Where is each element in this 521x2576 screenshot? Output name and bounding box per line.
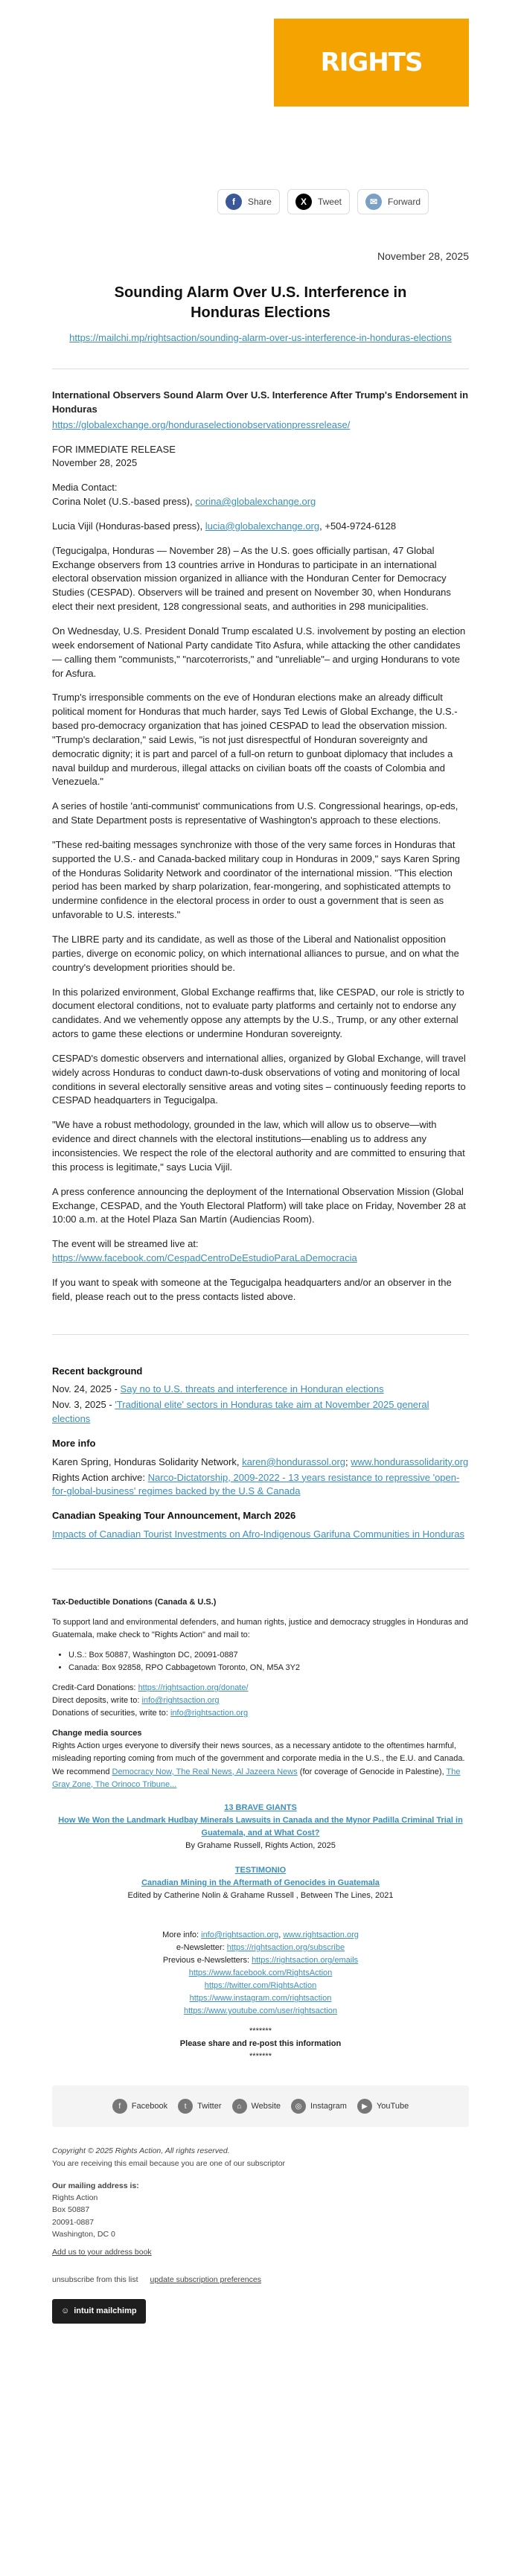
- footer-youtube[interactable]: [357, 2099, 409, 2114]
- more-info-label: More info:: [162, 1930, 199, 1939]
- address-item: • Canada: Box 92858, RPO Cabbagetown Toronto, ON, M5A 3Y2: [68, 1662, 469, 1674]
- social-footer: [52, 2085, 469, 2127]
- header: [52, 0, 469, 165]
- more-info-email[interactable]: info@rightsaction.org: [201, 1930, 279, 1939]
- archive-line: [52, 1471, 469, 1499]
- paragraph: A press conference announcing the deployment of the International Observation Mission (Global Exchange, CESPAD, and the Youth Electoral Platform) will take place on Friday, November 28 at 10:00 a.m. at the Hotel Plaza San Martín (Audiencias Room).: [52, 1185, 466, 1225]
- network-line: Karen Spring, Honduras Solidarity Network, karen@hondurassol.org; www.hondurassolidarity.org: [52, 1456, 469, 1467]
- book-testimonio: [52, 1864, 469, 1902]
- network-site[interactable]: www.hondurassolidarity.org: [351, 1456, 469, 1467]
- giants-link[interactable]: How We Won the Landmark Hudbay Minerals Lawsuits in Canada and the Mynor Padilla Criminal Trial in Guatemala, and at What Cost?: [58, 1815, 463, 1837]
- tweet-label: Tweet: [317, 197, 342, 207]
- paragraph: The LIBRE party and its candidate, as well as those of the Liberal and Nationalist opposition parties, diverge on economic policy, on which international alliances to pursue, and on what the country's development priorities should be.: [52, 934, 459, 973]
- subscription-reason: You are receiving this email because you are one of our subscriptor: [52, 2158, 286, 2168]
- prev-label: Previous e-Newsletters:: [162, 1956, 249, 1966]
- paragraph: (Tegucigalpa, Honduras — November 28) – As the U.S. goes officially partisan, 47 Global Exchange observers from 13 countries arrive in Honduras to participate in an international electoral observation mission organized in alliance with the Honduran Center for Democracy Studies (CESPAD). Observers will be trained and present on November 30, when Hondurans elect their next president, 128 congressional seats, and authorities in 298 municipalities.: [52, 544, 451, 613]
- x-icon: X: [295, 194, 312, 210]
- donations-intro: To support land and environmental defenders, and human rights, justice and democracy struggles in Honduras and Guatemala, make check to "Rights Action" and mail to:: [52, 1618, 468, 1640]
- social-link-youtube[interactable]: https://www.youtube.com/user/rightsaction: [183, 2006, 338, 2016]
- donations-heading: Tax-Deductible Donations (Canada & U.S.): [52, 1598, 217, 1607]
- tour-link[interactable]: Impacts of Canadian Tourist Investments on Afro-Indigenous Garifuna Communities in Honduras: [52, 1528, 464, 1540]
- footer-facebook[interactable]: [112, 2099, 167, 2114]
- mailchimp-badge[interactable]: [52, 2299, 146, 2324]
- immediate-release: FOR IMMEDIATE RELEASE: [52, 443, 176, 455]
- mailing-label: Our mailing address is:: [52, 2181, 139, 2190]
- footer-label: Website: [251, 2102, 281, 2111]
- share-row: [52, 189, 429, 214]
- mailchimp-badge-wrap: [52, 2299, 469, 2324]
- separator-stars: *******: [249, 2052, 272, 2062]
- unsubscribe-row: [52, 2274, 469, 2286]
- paragraph: "We have a robust methodology, grounded in the law, which will allow us to observe—with evidence and direct channels with the electoral institutions—enabling us to address any inconsistencies. We respect the role of the electoral authority and are committed to ensuring that this process is legitimate," says Lucia Vijil.: [52, 1119, 465, 1173]
- footer-website[interactable]: [232, 2099, 281, 2114]
- address-line: Rights Action: [52, 2193, 98, 2203]
- paragraph: Trump's irresponsible comments on the eve of Honduran elections make an already difficult political moment for Honduras that much harder, says Ted Lewis of Global Exchange, the U.S.-based pro-democracy organization that has joined CESPAD to lead the observation mission. "Trump's declaration," said Lewis, "is not just disrespectful of Honduran sovereignty and democratic dignity; it is part and parcel of a full-on return to gunboat diplomacy that includes a naval buildup and murderous, illegal attacks on civilian boats off the coasts of Colombia and Venezuela.": [52, 692, 458, 788]
- enews-line: [52, 1942, 469, 1954]
- footer-twitter[interactable]: [178, 2099, 221, 2114]
- book-giants: [52, 1802, 469, 1852]
- forward-label: Forward: [387, 197, 421, 207]
- direct-label: Direct deposits, write to:: [52, 1696, 140, 1706]
- footer-label: YouTube: [376, 2102, 409, 2111]
- securities-line: [52, 1707, 469, 1720]
- network-email[interactable]: karen@hondurassol.org: [242, 1456, 346, 1467]
- share-label: Share: [247, 197, 272, 207]
- copyright: Copyright © 2025 Rights Action, All rights reserved.: [52, 2146, 230, 2156]
- paragraph: A series of hostile 'anti-communist' communications from U.S. Congressional hearings, op-eds, and State Department posts is representative of Washington's approach to these elections.: [52, 800, 458, 826]
- testimonio-title[interactable]: TESTIMONIO: [234, 1865, 287, 1875]
- footer-label: Instagram: [310, 2102, 347, 2111]
- divider: [52, 1334, 469, 1335]
- giants-author: By Grahame Russell, Rights Action, 2025: [185, 1840, 336, 1850]
- paragraph: On Wednesday, U.S. President Donald Trump escalated U.S. involvement by posting an election week endorsement of National Party candidate Tito Asfura, while attacking the other candidates — calling them "communists," "narcoterrorists," and "unreliable"– and urging Hondurans to vote for Asfura.: [52, 625, 466, 679]
- enews-label: e-Newsletter:: [176, 1942, 225, 1952]
- testimonio-link[interactable]: Canadian Mining in the Aftermath of Genocides in Guatemala: [141, 1878, 380, 1887]
- facebook-icon: f: [226, 194, 242, 210]
- press-release: [52, 389, 469, 1304]
- media-contact-label: Media Contact:: [52, 482, 118, 494]
- tweet-button[interactable]: [287, 189, 350, 214]
- prev-link[interactable]: https://rightsaction.org/emails: [252, 1956, 359, 1966]
- release-headline: International Observers Sound Alarm Over U.S. Interference After Trump's Endorsement in Honduras: [52, 389, 469, 415]
- direct-email[interactable]: info@rightsaction.org: [141, 1696, 220, 1706]
- contact-1-email[interactable]: corina@globalexchange.org: [195, 496, 316, 508]
- contact-2-name: Lucia Vijil (Honduras-based press),: [52, 520, 203, 532]
- recent-heading: Recent background: [52, 1365, 143, 1377]
- share-button[interactable]: [217, 189, 280, 214]
- links-block: [52, 1929, 469, 2063]
- media-text: [52, 1740, 469, 1791]
- contact-1: [52, 495, 469, 509]
- footer-label: Twitter: [197, 2102, 222, 2111]
- stream-link[interactable]: https://www.facebook.com/CespadCentroDeEstudioParaLaDemocracia: [52, 1252, 357, 1264]
- mailchimp-icon: ☺: [61, 2306, 70, 2315]
- giants-title[interactable]: 13 BRAVE GIANTS: [224, 1802, 297, 1812]
- address-line: Washington, DC 0: [52, 2230, 115, 2239]
- more-info-site[interactable]: www.rightsaction.org: [283, 1930, 359, 1939]
- securities-label: Donations of securities, write to:: [52, 1709, 168, 1718]
- facebook-icon: f: [112, 2099, 127, 2114]
- email-body: [52, 0, 469, 2324]
- twitter-icon: t: [178, 2099, 193, 2114]
- archive-link[interactable]: Narco-Dictatorship, 2009-2022 - 13 years resistance to repressive 'open-for-global-business' regimes backed by the U.S & Canada: [52, 1471, 460, 1497]
- title-link-wrap: [52, 332, 469, 343]
- page-title: Sounding Alarm Over U.S. Interference in Honduras Elections: [114, 284, 407, 321]
- legal-footer: [52, 2145, 469, 2323]
- media-heading: Change media sources: [52, 1729, 142, 1738]
- globe-icon: ⌂: [232, 2099, 247, 2114]
- contact-2-email[interactable]: lucia@globalexchange.org: [205, 520, 320, 532]
- more-info-line: More info: info@rightsaction.org, www.rightsaction.org: [162, 1930, 359, 1939]
- securities-email[interactable]: info@rightsaction.org: [170, 1709, 249, 1718]
- separator-stars: *******: [249, 2027, 272, 2036]
- media-text-1: Rights Action urges everyone to diversify their news sources, as a necessary antidote to the oftentimes harmful, misleading reporting coming from much of the government and corporate media in the U.S., the E.U. and Canada. We recommend: [52, 1741, 465, 1776]
- credit-line: [52, 1682, 469, 1695]
- social-link-twitter[interactable]: https://twitter.com/RightsAction: [204, 1981, 317, 1991]
- direct-line: [52, 1695, 469, 1707]
- instagram-icon: ◎: [291, 2099, 306, 2114]
- mailchimp-label: intuit mailchimp: [74, 2306, 137, 2315]
- testimonio-editors: Edited by Catherine Nolin & Grahame Russell , Between The Lines, 2021: [127, 1890, 394, 1900]
- media-links-1[interactable]: Democracy Now, The Real News, Al Jazeera News: [112, 1767, 298, 1776]
- contact-2: [52, 520, 469, 534]
- unsubscribe-link[interactable]: unsubscribe from this list: [52, 2274, 138, 2284]
- donations-section: [52, 1596, 469, 2063]
- stream-label: The event will be streamed live at:: [52, 1238, 199, 1250]
- add-address-link[interactable]: Add us to your address book: [52, 2248, 152, 2257]
- archive-label: Rights Action archive:: [52, 1471, 146, 1483]
- network-name: Karen Spring, Honduras Solidarity Network,: [52, 1456, 240, 1467]
- address-line: 20091-0887: [52, 2217, 95, 2227]
- paragraph: "These red-baiting messages synchronize with those of the very same forces in Honduras that supported the U.S.- and Canada-backed military coup in Honduras in 2009," says Karen Spring of the Honduras Solidarity Network and coordinator of the international mission. "This election period has been marked by sharp polarization, fear-mongering, and sophisticated attempts to undermine confidence in the electoral process in order to oust a government that is seen as unfavorable to U.S. interests.": [52, 838, 461, 921]
- recent-item: [52, 1398, 469, 1426]
- credit-link[interactable]: https://rightsaction.org/donate/: [138, 1683, 249, 1693]
- enews-link[interactable]: https://rightsaction.org/subscribe: [226, 1942, 345, 1952]
- tour-heading: Canadian Speaking Tour Announcement, March 2026: [52, 1510, 296, 1522]
- footer-label: Facebook: [131, 2102, 168, 2111]
- credit-label: Credit-Card Donations:: [52, 1683, 136, 1693]
- more-info-heading: More info: [52, 1437, 96, 1449]
- recent-item: [52, 1383, 469, 1397]
- paragraph: In this polarized environment, Global Exchange reaffirms that, like CESPAD, our role is strictly to document electoral conditions, not to evaluate party platforms and certainly not to endorse any candidates. And we vehemently oppose any attempts by the U.S., Trump, or any other external actors to game these elections or undermine Honduran sovereignty.: [52, 986, 464, 1040]
- recent-item-link[interactable]: Say no to U.S. threats and interference in Honduran elections: [120, 1383, 384, 1395]
- update-preferences-link[interactable]: update subscription preferences: [150, 2274, 261, 2284]
- prev-line: [52, 1954, 469, 1967]
- closing-paragraph: If you want to speak with someone at the Tegucigalpa headquarters and/or an observer in the field, please reach out to the press contacts listed above.: [52, 1276, 452, 1302]
- recent-background: [52, 1365, 469, 1542]
- title-link[interactable]: https://mailchi.mp/rightsaction/sounding-alarm-over-us-interference-in-honduras-elections: [69, 332, 452, 343]
- share-request: Please share and re-post this information: [179, 2039, 342, 2049]
- media-links-2[interactable]: The Gray Zone, The Orinoco Tribune...: [52, 1767, 461, 1789]
- contact-2-phone: , +504-9724-6128: [319, 520, 397, 532]
- footer-instagram[interactable]: [291, 2099, 347, 2114]
- address-line: Box 50887: [52, 2205, 90, 2215]
- rights-action-logo[interactable]: RIGHTS ACTION: [274, 19, 469, 106]
- social-link-instagram[interactable]: https://www.instagram.com/rightsaction: [189, 1994, 332, 2003]
- recent-item-date: Nov. 24, 2025 -: [52, 1383, 118, 1395]
- contact-1-name: Corina Nolet (U.S.-based press),: [52, 496, 193, 508]
- recent-item-link[interactable]: 'Traditional elite' sectors in Honduras take aim at November 2025 general elections: [52, 1399, 429, 1425]
- release-date: November 28, 2025: [52, 457, 138, 469]
- youtube-icon: ▶: [357, 2099, 372, 2114]
- recent-item-date: Nov. 3, 2025 -: [52, 1399, 112, 1411]
- media-text-2: (for coverage of Genocide in Palestine),: [299, 1767, 444, 1776]
- address-item: • U.S.: Box 50887, Washington DC, 20091-0887: [68, 1649, 469, 1662]
- paragraph: CESPAD's domestic observers and international allies, organized by Global Exchange, will travel widely across Honduras to conduct dawn-to-dusk observations of voting and monitoring of local conditions in several electorally sensitive areas and voting sites – continuously feeding reports to CESPAD headquarters in Tegucigalpa.: [52, 1052, 466, 1106]
- forward-button[interactable]: [357, 189, 429, 214]
- address-list: [52, 1649, 469, 1674]
- release-source-link[interactable]: https://globalexchange.org/honduraselectionobservationpressrelease/: [52, 418, 351, 430]
- forward-icon: ✉: [365, 194, 382, 210]
- newsletter-date: November 28, 2025: [377, 250, 469, 262]
- social-link-facebook[interactable]: https://www.facebook.com/RightsAction: [188, 1968, 333, 1978]
